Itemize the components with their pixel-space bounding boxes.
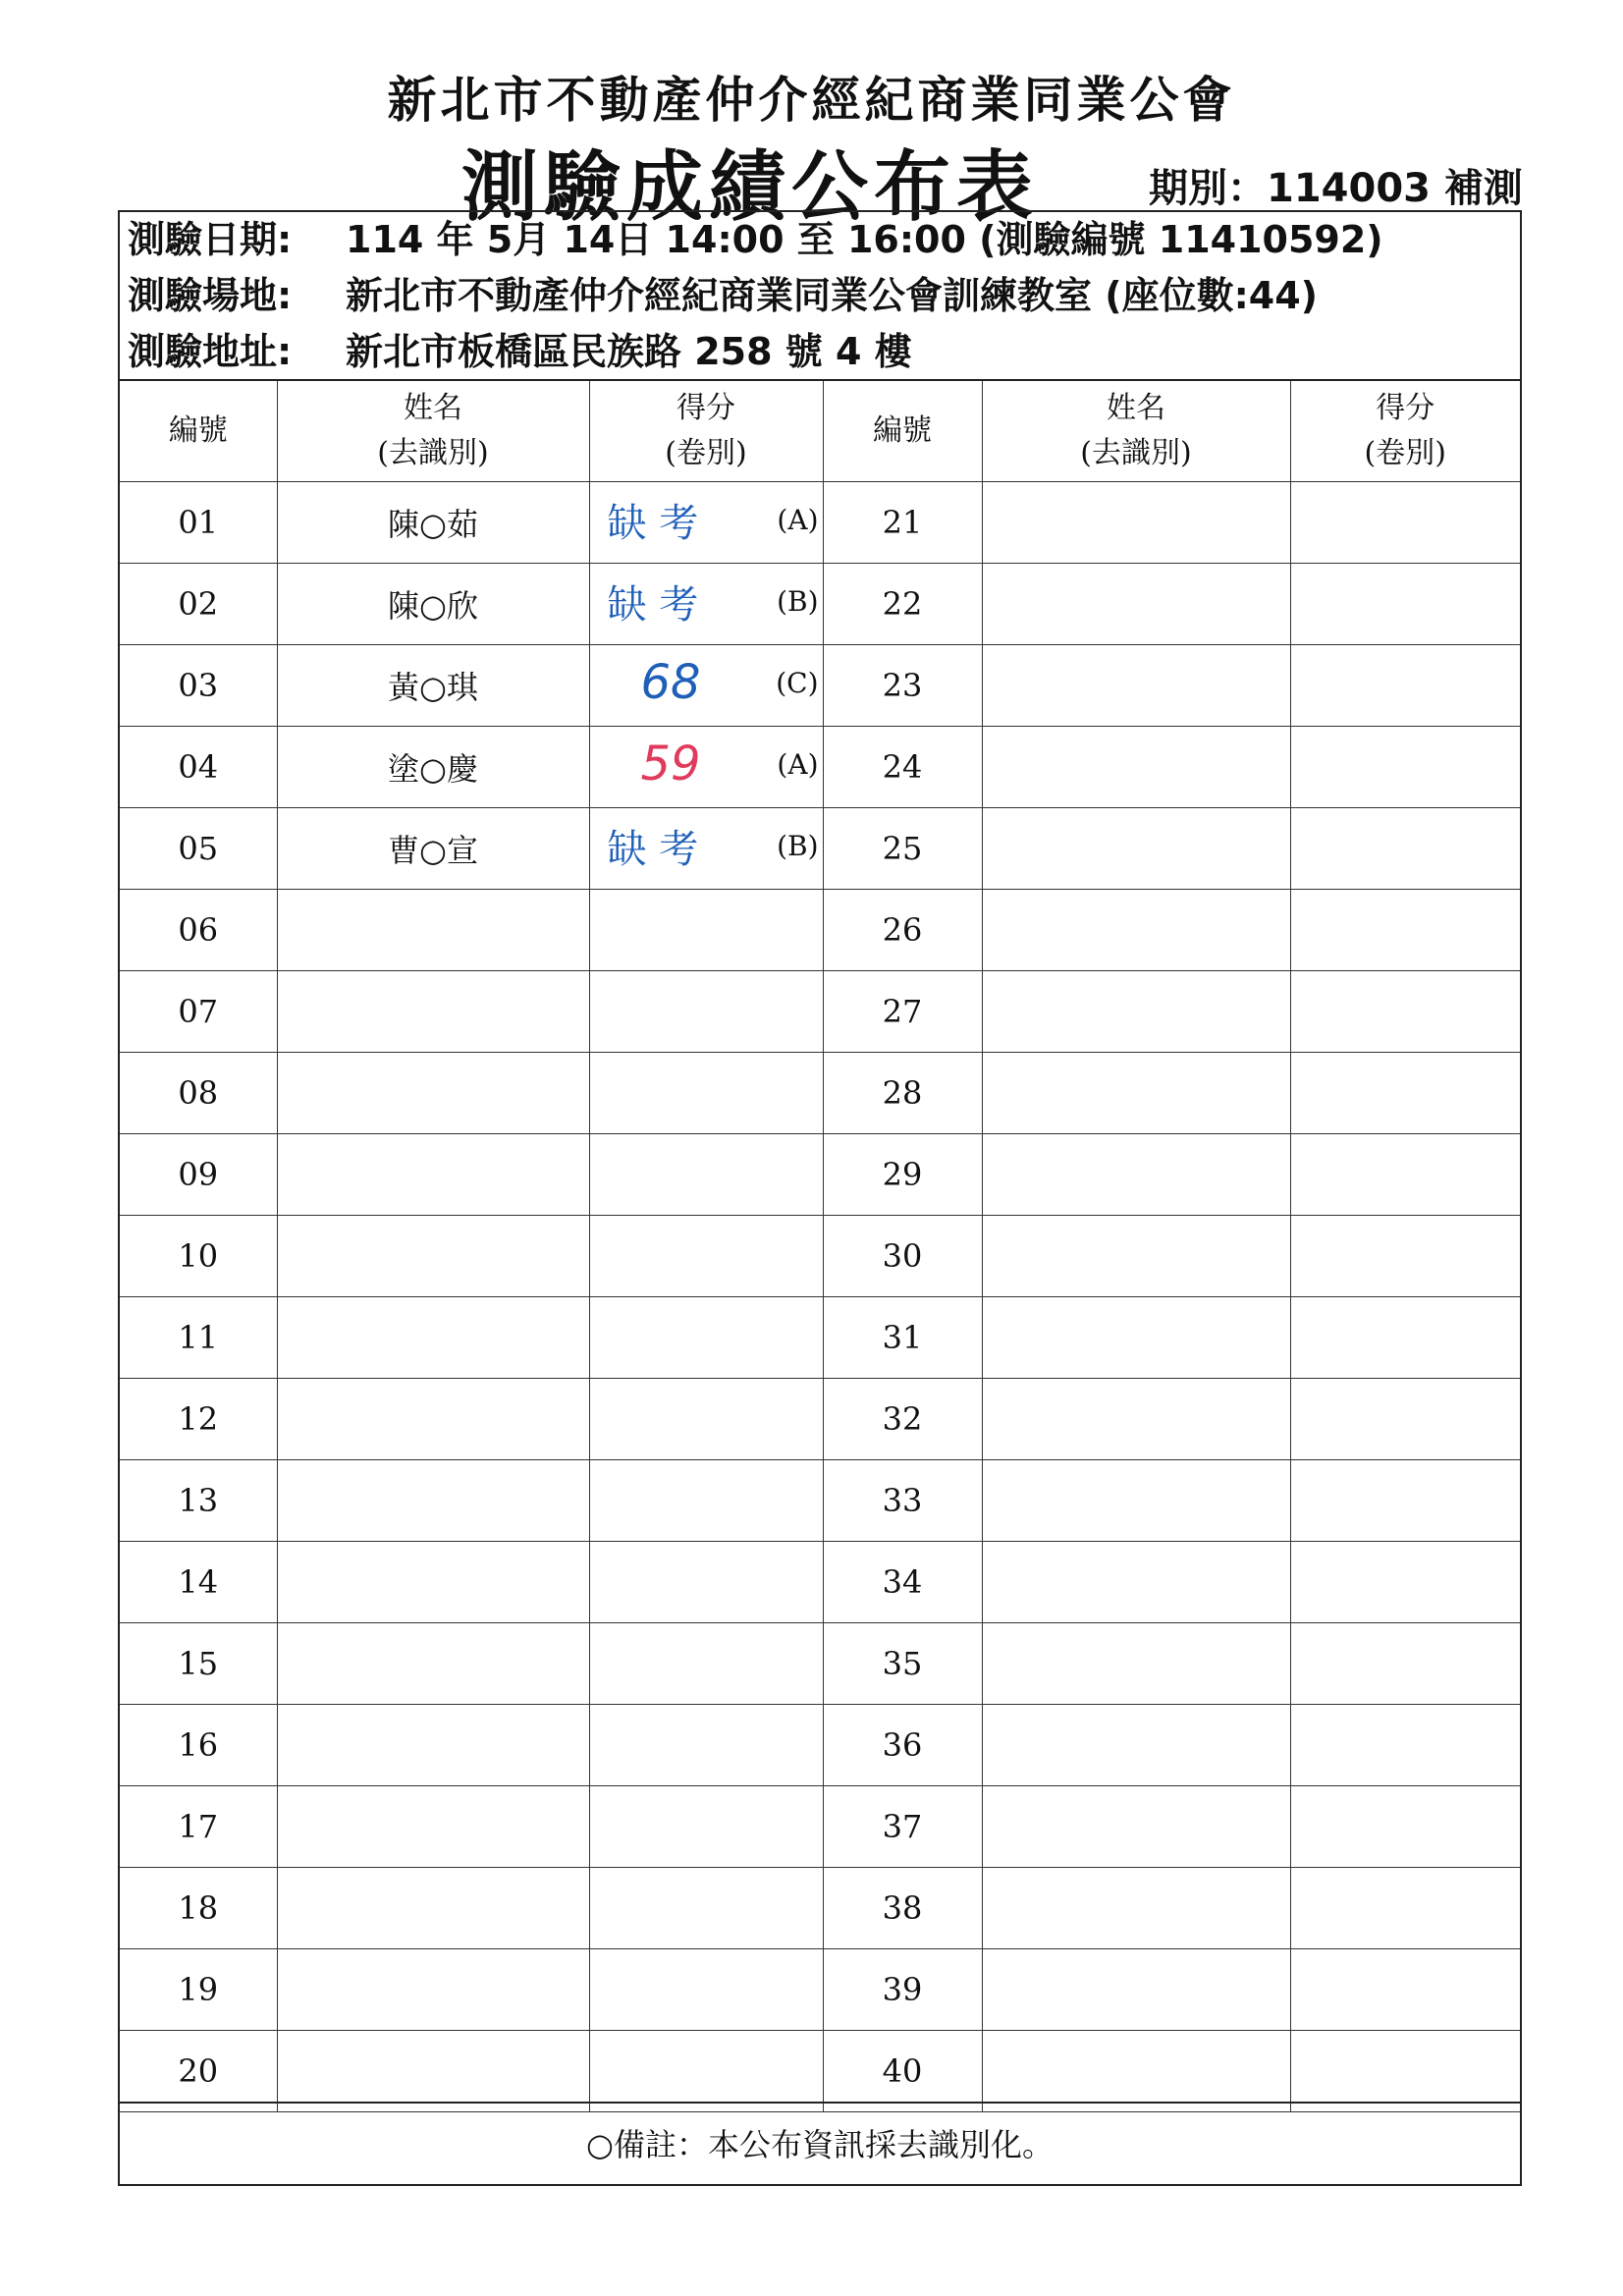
examinee-name — [982, 970, 1290, 1052]
examinee-name — [277, 1622, 589, 1704]
table-row — [120, 644, 1520, 726]
score-cell — [1290, 563, 1520, 644]
score-cell — [1290, 1133, 1520, 1215]
header-name-label: 姓名 — [404, 390, 462, 425]
examinee-name — [982, 1459, 1290, 1541]
examinee-name — [982, 889, 1290, 970]
table-row — [120, 1785, 1520, 1867]
row-number: 17 — [120, 1785, 277, 1867]
examinee-name: 黃○琪 — [277, 644, 589, 726]
exam-venue-line — [128, 268, 1520, 324]
table-row — [120, 2030, 1520, 2111]
table-row — [120, 1052, 1520, 1133]
table-header-row — [120, 381, 1520, 481]
score-cell — [589, 970, 823, 1052]
examinee-name — [982, 726, 1290, 807]
row-number: 35 — [823, 1622, 982, 1704]
handwritten-score: 68 — [640, 654, 701, 710]
row-number: 22 — [823, 563, 982, 644]
row-number: 36 — [823, 1704, 982, 1785]
header-score-label: 得分 — [676, 390, 735, 425]
examinee-name — [277, 970, 589, 1052]
examinee-name: 塗○慶 — [277, 726, 589, 807]
score-cell — [1290, 1459, 1520, 1541]
table-row — [120, 1459, 1520, 1541]
score-cell — [1290, 644, 1520, 726]
score-cell — [589, 1704, 823, 1785]
handwritten-score: 59 — [640, 736, 701, 792]
examinee-name — [982, 2030, 1290, 2111]
examinee-name — [277, 1948, 589, 2030]
score-cell — [589, 2030, 823, 2111]
score-cell — [589, 1133, 823, 1215]
score-cell — [1290, 1622, 1520, 1704]
examinee-name — [982, 1867, 1290, 1948]
row-number: 28 — [823, 1052, 982, 1133]
examinee-name — [982, 644, 1290, 726]
table-row — [120, 1541, 1520, 1622]
exam-venue-label: 測驗場地: — [128, 274, 293, 317]
score-cell — [589, 807, 823, 889]
row-number: 24 — [823, 726, 982, 807]
row-number: 39 — [823, 1948, 982, 2030]
table-row — [120, 807, 1520, 889]
exam-date-line — [128, 212, 1520, 268]
score-cell — [589, 1378, 823, 1459]
row-number: 29 — [823, 1133, 982, 1215]
examinee-name: 曹○宣 — [277, 807, 589, 889]
period-label: 期別：114003 補測 — [1149, 166, 1523, 211]
exam-address-line — [128, 324, 1520, 380]
table-row — [120, 1133, 1520, 1215]
paper-version: (B) — [777, 829, 819, 862]
examinee-name — [982, 1704, 1290, 1785]
row-number: 06 — [120, 889, 277, 970]
score-cell — [589, 726, 823, 807]
score-cell — [1290, 1541, 1520, 1622]
row-number: 05 — [120, 807, 277, 889]
table-row — [120, 1378, 1520, 1459]
examinee-name — [982, 1622, 1290, 1704]
score-cell — [1290, 481, 1520, 563]
score-cell — [1290, 1296, 1520, 1378]
score-cell — [1290, 1867, 1520, 1948]
row-number: 34 — [823, 1541, 982, 1622]
examinee-name — [982, 563, 1290, 644]
header-name-left — [277, 381, 589, 481]
row-number: 15 — [120, 1622, 277, 1704]
examinee-name — [277, 1133, 589, 1215]
examinee-name — [277, 1052, 589, 1133]
examinee-name — [982, 1133, 1290, 1215]
row-number: 40 — [823, 2030, 982, 2111]
header-score-sub: (卷別) — [665, 435, 747, 470]
row-number: 20 — [120, 2030, 277, 2111]
header-score-left — [589, 381, 823, 481]
exam-address-value: 新北市板橋區民族路 258 號 4 樓 — [346, 330, 912, 373]
examinee-name: 陳○欣 — [277, 563, 589, 644]
row-number: 10 — [120, 1215, 277, 1296]
table-row — [120, 726, 1520, 807]
score-cell — [1290, 970, 1520, 1052]
score-cell — [1290, 1948, 1520, 2030]
row-number: 37 — [823, 1785, 982, 1867]
row-number: 14 — [120, 1541, 277, 1622]
table-row — [120, 1296, 1520, 1378]
header-name-label: 姓名 — [1107, 390, 1165, 425]
exam-address-label: 測驗地址: — [128, 330, 293, 373]
examinee-name — [277, 2030, 589, 2111]
score-cell — [589, 481, 823, 563]
row-number: 26 — [823, 889, 982, 970]
row-number: 04 — [120, 726, 277, 807]
exam-venue-value: 新北市不動產仲介經紀商業同業公會訓練教室 (座位數:44) — [346, 274, 1319, 317]
score-table — [120, 381, 1520, 2112]
examinee-name — [982, 1378, 1290, 1459]
table-row — [120, 970, 1520, 1052]
examinee-name — [277, 1785, 589, 1867]
document-title: 測驗成績公布表 — [461, 143, 1040, 232]
examinee-name — [277, 1867, 589, 1948]
remark-note: ○備註：本公布資訊採去識別化。 — [120, 2102, 1520, 2184]
header-number-right: 編號 — [823, 381, 982, 481]
row-number: 09 — [120, 1133, 277, 1215]
row-number: 31 — [823, 1296, 982, 1378]
examinee-name — [277, 1704, 589, 1785]
table-row — [120, 889, 1520, 970]
score-cell — [589, 1785, 823, 1867]
row-number: 08 — [120, 1052, 277, 1133]
score-cell — [589, 644, 823, 726]
score-cell — [589, 1948, 823, 2030]
score-cell — [589, 1296, 823, 1378]
examinee-name — [277, 1541, 589, 1622]
examinee-name — [277, 1296, 589, 1378]
score-sheet-frame — [118, 210, 1522, 2186]
score-cell — [589, 1541, 823, 1622]
header-number-left: 編號 — [120, 381, 277, 481]
row-number: 30 — [823, 1215, 982, 1296]
handwritten-score: 缺 考 — [607, 826, 699, 872]
handwritten-score: 缺 考 — [607, 581, 699, 628]
row-number: 03 — [120, 644, 277, 726]
header-score-sub: (卷別) — [1364, 435, 1446, 470]
examinee-name — [277, 1378, 589, 1459]
header-score-right — [1290, 381, 1520, 481]
table-row — [120, 1948, 1520, 2030]
table-row — [120, 1622, 1520, 1704]
examinee-name: 陳○茹 — [277, 481, 589, 563]
score-cell — [1290, 726, 1520, 807]
row-number: 13 — [120, 1459, 277, 1541]
score-cell — [1290, 807, 1520, 889]
examinee-name — [982, 481, 1290, 563]
examinee-name — [277, 889, 589, 970]
paper-version: (A) — [777, 503, 819, 536]
row-number: 02 — [120, 563, 277, 644]
row-number: 25 — [823, 807, 982, 889]
handwritten-score: 缺 考 — [607, 500, 699, 546]
table-row — [120, 1215, 1520, 1296]
examinee-name — [982, 1052, 1290, 1133]
exam-date-value: 114 年 5月 14日 14:00 至 16:00 (測驗編號 11410592) — [346, 218, 1383, 261]
score-cell — [1290, 889, 1520, 970]
examinee-name — [277, 1459, 589, 1541]
header-name-right — [982, 381, 1290, 481]
examinee-name — [982, 1948, 1290, 2030]
header-score-label: 得分 — [1376, 390, 1435, 425]
score-cell — [589, 889, 823, 970]
score-cell — [1290, 1052, 1520, 1133]
table-row — [120, 563, 1520, 644]
score-cell — [589, 1622, 823, 1704]
score-cell — [589, 1215, 823, 1296]
paper-version: (C) — [776, 666, 819, 699]
row-number: 23 — [823, 644, 982, 726]
score-cell — [1290, 1378, 1520, 1459]
score-cell — [589, 563, 823, 644]
examinee-name — [982, 1541, 1290, 1622]
row-number: 33 — [823, 1459, 982, 1541]
score-cell — [1290, 1785, 1520, 1867]
score-cell — [589, 1459, 823, 1541]
organization-title: 新北市不動產仲介經紀商業同業公會 — [387, 72, 1236, 129]
examinee-name — [277, 1215, 589, 1296]
row-number: 01 — [120, 481, 277, 563]
row-number: 18 — [120, 1867, 277, 1948]
row-number: 12 — [120, 1378, 277, 1459]
examinee-name — [982, 1215, 1290, 1296]
paper-version: (A) — [777, 747, 819, 781]
table-row — [120, 1867, 1520, 1948]
exam-info-block — [120, 212, 1520, 381]
examinee-name — [982, 807, 1290, 889]
row-number: 32 — [823, 1378, 982, 1459]
row-number: 16 — [120, 1704, 277, 1785]
header-name-sub: (去識別) — [377, 435, 489, 470]
paper-version: (B) — [777, 584, 819, 618]
table-row — [120, 481, 1520, 563]
score-cell — [589, 1052, 823, 1133]
row-number: 19 — [120, 1948, 277, 2030]
score-cell — [1290, 1215, 1520, 1296]
examinee-name — [982, 1296, 1290, 1378]
examinee-name — [982, 1785, 1290, 1867]
row-number: 21 — [823, 481, 982, 563]
score-cell — [1290, 1704, 1520, 1785]
score-cell — [589, 1867, 823, 1948]
row-number: 07 — [120, 970, 277, 1052]
row-number: 11 — [120, 1296, 277, 1378]
table-row — [120, 1704, 1520, 1785]
score-cell — [1290, 2030, 1520, 2111]
row-number: 27 — [823, 970, 982, 1052]
header-name-sub: (去識別) — [1080, 435, 1192, 470]
row-number: 38 — [823, 1867, 982, 1948]
exam-date-label: 測驗日期: — [128, 218, 293, 261]
